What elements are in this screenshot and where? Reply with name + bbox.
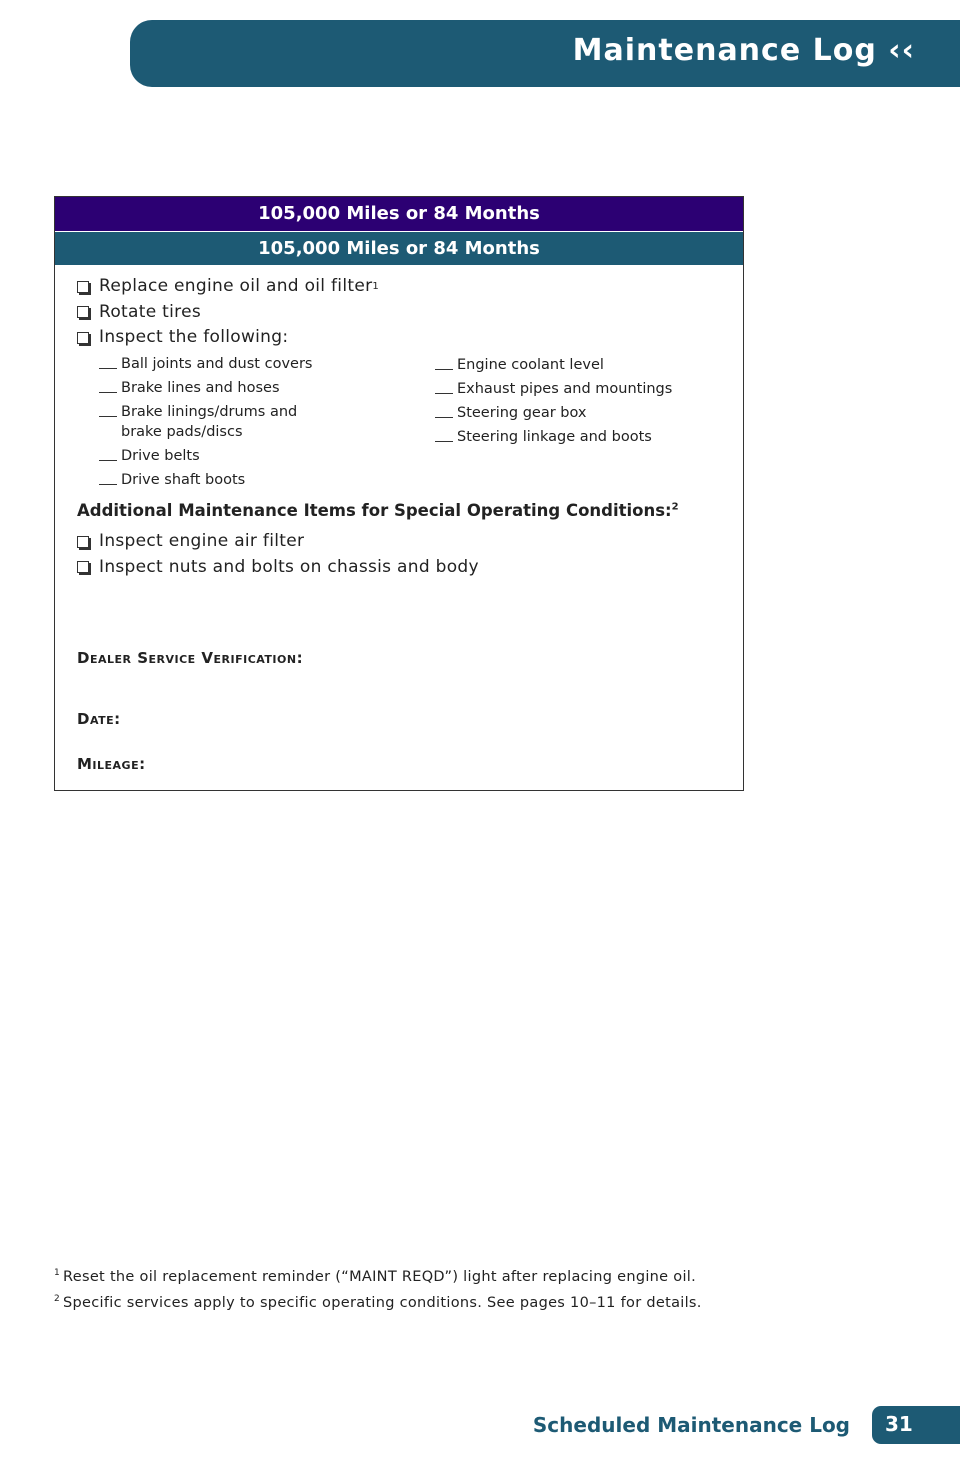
footnote: $^1$ Reset the oil replacement reminder (“MAINT REQD”) light after replacing engine oil. xyxy=(54,1268,697,1285)
card-heading-primary: 105,000 Miles or 84 Months xyxy=(55,197,743,231)
blank-line xyxy=(435,427,453,442)
checkbox-icon[interactable] xyxy=(77,536,89,548)
header-bar xyxy=(130,20,960,87)
page-title: Maintenance Log ‹‹ xyxy=(572,33,915,68)
card-heading-secondary: 105,000 Miles or 84 Months xyxy=(55,231,743,265)
checklist-item[interactable] xyxy=(77,325,379,351)
checklist-item[interactable] xyxy=(77,300,379,326)
special-conditions-heading: Additional Maintenance Items for Special Operating Conditions:$^2$ xyxy=(77,501,679,520)
checklist-item[interactable] xyxy=(77,274,379,300)
inspect-item: Drive belts xyxy=(99,446,312,466)
inspect-item: Exhaust pipes and mountings xyxy=(435,379,672,399)
blank-line xyxy=(99,446,117,461)
blank-line xyxy=(435,355,453,370)
checkbox-icon[interactable] xyxy=(77,306,89,318)
inspect-item: Engine coolant level xyxy=(435,355,672,375)
checklist-item[interactable] xyxy=(77,529,479,555)
checklist-item[interactable] xyxy=(77,555,479,581)
inspect-list-right xyxy=(435,355,672,451)
checklist-item-label: Replace engine oil and oil filter xyxy=(99,276,373,297)
date-label: Date: xyxy=(77,710,121,728)
checkbox-icon[interactable] xyxy=(77,561,89,573)
inspect-item: Drive shaft boots xyxy=(99,470,312,490)
checkbox-icon[interactable] xyxy=(77,332,89,344)
inspect-item: Brake lines and hoses xyxy=(99,378,312,398)
checklist-item-label: Inspect the following: xyxy=(99,327,289,348)
page-number-tab xyxy=(872,1406,960,1444)
dealer-verification-label: Dealer Service Verification: xyxy=(77,649,304,667)
footnote-mark: 2 xyxy=(671,501,679,513)
checklist-item-label: Rotate tires xyxy=(99,301,201,322)
footer-section-label: Scheduled Maintenance Log xyxy=(532,1413,850,1437)
checklist-item-label: Inspect nuts and bolts on chassis and body xyxy=(99,556,479,577)
inspect-item: Brake linings/drums and brake pads/discs xyxy=(99,402,312,442)
mileage-label: Mileage: xyxy=(77,755,146,773)
footnote: $^2$ Specific services apply to specific operating conditions. See pages 10–11 for details. xyxy=(54,1293,702,1311)
checklist-item-label: Inspect engine air filter xyxy=(99,531,305,552)
blank-line xyxy=(435,403,453,418)
main-checklist xyxy=(77,274,379,351)
inspect-item: Steering gear box xyxy=(435,403,672,423)
footnote-mark: 1 xyxy=(372,281,380,293)
footnotes xyxy=(54,1262,702,1314)
maintenance-card xyxy=(54,196,744,791)
inspect-list-left xyxy=(99,354,312,494)
blank-line xyxy=(99,354,117,369)
inspect-item: Ball joints and dust covers xyxy=(99,354,312,374)
page-number: 31 xyxy=(885,1412,913,1436)
blank-line xyxy=(435,379,453,394)
blank-line xyxy=(99,402,117,417)
checkbox-icon[interactable] xyxy=(77,281,89,293)
blank-line xyxy=(99,378,117,393)
blank-line xyxy=(99,470,117,485)
special-checklist xyxy=(77,529,479,580)
inspect-item: Steering linkage and boots xyxy=(435,427,672,447)
